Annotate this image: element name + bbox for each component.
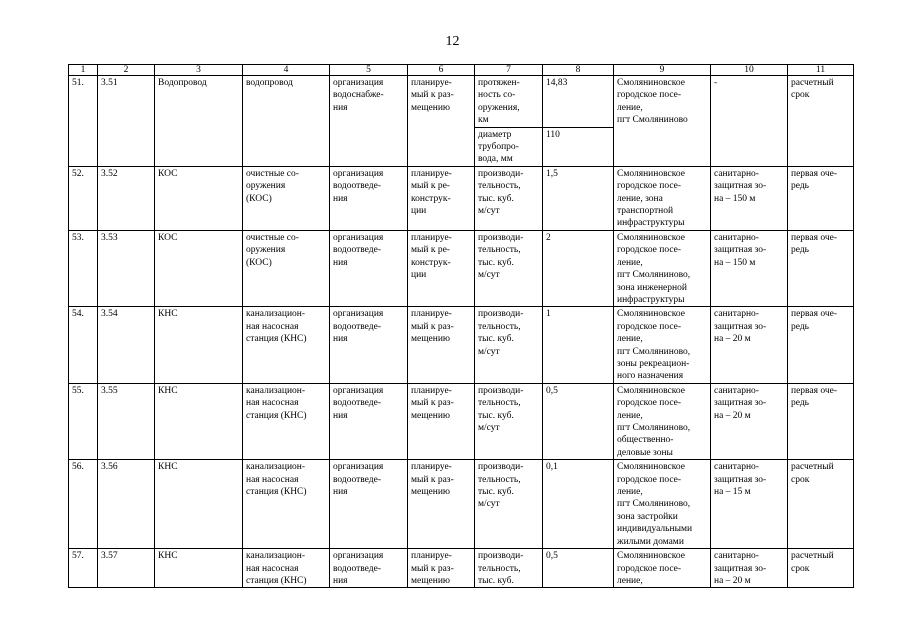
header-row bbox=[69, 65, 854, 76]
object-name: канализацион- ная насосная станция (КНС) bbox=[243, 460, 330, 549]
table-row bbox=[69, 166, 854, 230]
status: планируе- мый к раз- мещению bbox=[408, 383, 475, 459]
zone: санитарно- защитная зо- на – 20 м bbox=[711, 549, 788, 588]
object-name: очистные со- оружения (КОС) bbox=[243, 166, 330, 230]
object-type: КНС bbox=[155, 549, 243, 588]
row-number: 55. bbox=[69, 383, 98, 459]
col-header: 5 bbox=[330, 65, 408, 76]
row-number: 52. bbox=[69, 166, 98, 230]
col-header: 8 bbox=[543, 65, 614, 76]
purpose: организация водоотведе- ния bbox=[330, 307, 408, 383]
parameter: диаметр трубопро- вода, мм bbox=[475, 127, 543, 166]
object-type: КНС bbox=[155, 460, 243, 549]
term: расчетный срок bbox=[788, 460, 854, 549]
row-number: 56. bbox=[69, 460, 98, 549]
value: 0,5 bbox=[543, 549, 614, 588]
table-row bbox=[69, 549, 854, 588]
object-type: КОС bbox=[155, 230, 243, 306]
zone: - bbox=[711, 76, 788, 167]
zone: санитарно- защитная зо- на – 20 м bbox=[711, 307, 788, 383]
status: планируе- мый к раз- мещению bbox=[408, 549, 475, 588]
object-name: водопровод bbox=[243, 76, 330, 167]
page-number: 12 bbox=[445, 34, 460, 49]
value: 0,5 bbox=[543, 383, 614, 459]
col-header: 10 bbox=[711, 65, 788, 76]
object-type: КНС bbox=[155, 383, 243, 459]
status: планируе- мый к раз- мещению bbox=[408, 460, 475, 549]
parameter: протяжен- ность со- оружения, км bbox=[475, 76, 543, 128]
status: планируе- мый к раз- мещению bbox=[408, 307, 475, 383]
parameter: производи- тельность, тыс. куб. м/сут bbox=[475, 307, 543, 383]
table-row bbox=[69, 76, 854, 128]
value: 2 bbox=[543, 230, 614, 306]
value: 14,83 bbox=[543, 76, 614, 128]
col-header: 9 bbox=[614, 65, 711, 76]
table-row bbox=[69, 383, 854, 459]
table-row bbox=[69, 460, 854, 549]
object-name: канализацион- ная насосная станция (КНС) bbox=[243, 307, 330, 383]
status: планируе- мый к раз- мещению bbox=[408, 76, 475, 167]
purpose: организация водоснабже- ния bbox=[330, 76, 408, 167]
parameter: производи- тельность, тыс. куб. bbox=[475, 549, 543, 588]
table-row bbox=[69, 230, 854, 306]
item-code: 3.53 bbox=[98, 230, 155, 306]
object-name: канализацион- ная насосная станция (КНС) bbox=[243, 383, 330, 459]
zone: санитарно- защитная зо- на – 150 м bbox=[711, 166, 788, 230]
col-header: 1 bbox=[69, 65, 98, 76]
object-type: КНС bbox=[155, 307, 243, 383]
location: Смоляниновское городское посе- ление, пгт Смоляниново, зона инженерной инфраструктуры bbox=[614, 230, 711, 306]
purpose: организация водоотведе- ния bbox=[330, 383, 408, 459]
row-number: 57. bbox=[69, 549, 98, 588]
row-number: 54. bbox=[69, 307, 98, 383]
zone: санитарно- защитная зо- на – 15 м bbox=[711, 460, 788, 549]
col-header: 6 bbox=[408, 65, 475, 76]
parameter: производи- тельность, тыс. куб. м/сут bbox=[475, 230, 543, 306]
item-code: 3.55 bbox=[98, 383, 155, 459]
value: 1 bbox=[543, 307, 614, 383]
value: 1,5 bbox=[543, 166, 614, 230]
item-code: 3.54 bbox=[98, 307, 155, 383]
row-number: 53. bbox=[69, 230, 98, 306]
item-code: 3.57 bbox=[98, 549, 155, 588]
object-type: КОС bbox=[155, 166, 243, 230]
location: Смоляниновское городское посе- ление, пгт Смоляниново bbox=[614, 76, 711, 167]
parameter: производи- тельность, тыс. куб. м/сут bbox=[475, 460, 543, 549]
purpose: организация водоотведе- ния bbox=[330, 460, 408, 549]
infrastructure-table bbox=[68, 64, 854, 588]
location: Смоляниновское городское посе- ление, bbox=[614, 549, 711, 588]
object-type: Водопровод bbox=[155, 76, 243, 167]
table-row bbox=[69, 307, 854, 383]
term: первая оче- редь bbox=[788, 166, 854, 230]
col-header: 4 bbox=[243, 65, 330, 76]
term: расчетный срок bbox=[788, 76, 854, 167]
object-name: очистные со- оружения (КОС) bbox=[243, 230, 330, 306]
col-header: 7 bbox=[475, 65, 543, 76]
purpose: организация водоотведе- ния bbox=[330, 230, 408, 306]
object-name: канализацион- ная насосная станция (КНС) bbox=[243, 549, 330, 588]
zone: санитарно- защитная зо- на – 150 м bbox=[711, 230, 788, 306]
term: расчетный срок bbox=[788, 549, 854, 588]
col-header: 2 bbox=[98, 65, 155, 76]
col-header: 3 bbox=[155, 65, 243, 76]
purpose: организация водоотведе- ния bbox=[330, 549, 408, 588]
term: первая оче- редь bbox=[788, 307, 854, 383]
term: первая оче- редь bbox=[788, 230, 854, 306]
row-number: 51. bbox=[69, 76, 98, 167]
item-code: 3.52 bbox=[98, 166, 155, 230]
status: планируе- мый к ре- конструк- ции bbox=[408, 166, 475, 230]
value: 0,1 bbox=[543, 460, 614, 549]
location: Смоляниновское городское посе- ление, пгт Смоляниново, зоны рекреацион- ного назначения bbox=[614, 307, 711, 383]
value: 110 bbox=[543, 127, 614, 166]
item-code: 3.56 bbox=[98, 460, 155, 549]
parameter: производи- тельность, тыс. куб. м/сут bbox=[475, 383, 543, 459]
status: планируе- мый к ре- конструк- ции bbox=[408, 230, 475, 306]
location: Смоляниновское городское посе- ление, зона транспортной инфраструктуры bbox=[614, 166, 711, 230]
location: Смоляниновское городское посе- ление, пгт Смоляниново, общественно- деловые зоны bbox=[614, 383, 711, 459]
item-code: 3.51 bbox=[98, 76, 155, 167]
location: Смоляниновское городское посе- ление, пгт Смоляниново, зона застройки индивидуальными жилыми домами bbox=[614, 460, 711, 549]
zone: санитарно- защитная зо- на – 20 м bbox=[711, 383, 788, 459]
term: первая оче- редь bbox=[788, 383, 854, 459]
purpose: организация водоотведе- ния bbox=[330, 166, 408, 230]
parameter: производи- тельность, тыс. куб. м/сут bbox=[475, 166, 543, 230]
col-header: 11 bbox=[788, 65, 854, 76]
